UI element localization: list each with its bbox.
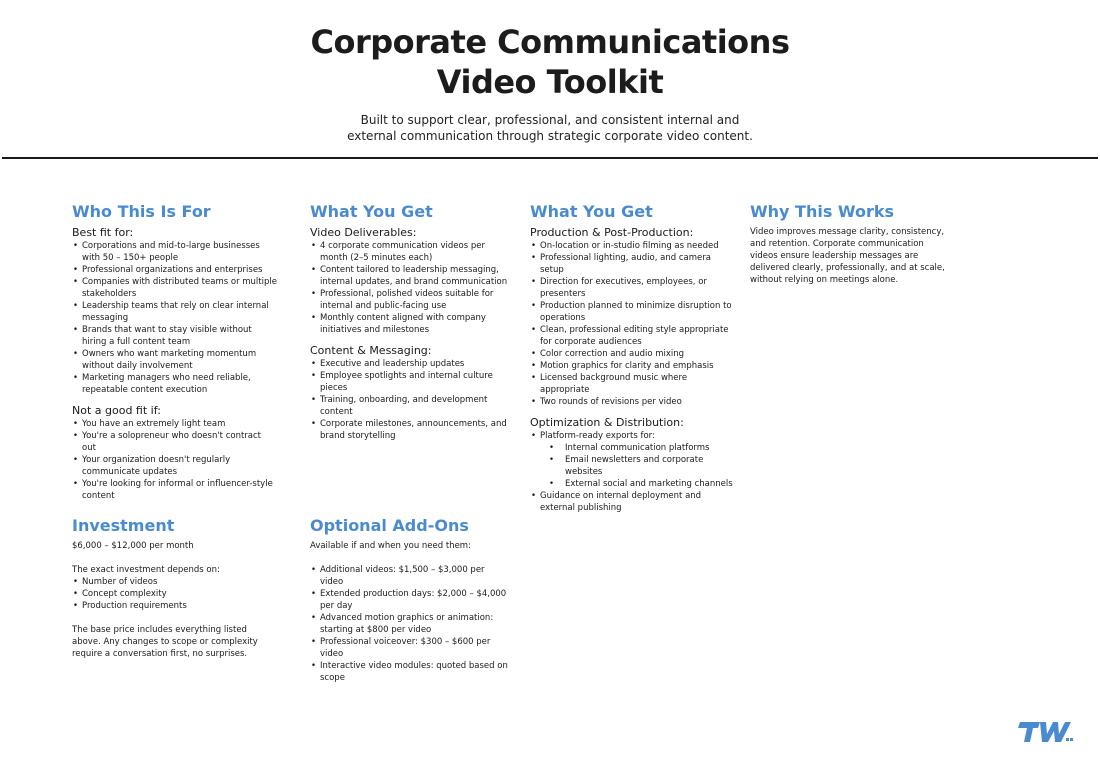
list-item: • Advanced motion graphics or animation: starting at $800 per video: [310, 612, 510, 636]
why-body: Video improves message clarity, consistency, and retention. Corporate communication videos ensure leadership messages are delivered clearly, professionally, and at scale, without relying on meetings alone.: [750, 227, 945, 285]
production-section: [530, 202, 735, 514]
investment-price: $6,000 – $12,000 per month: [72, 541, 194, 551]
list-item: • Companies with distributed teams or multiple stakeholders: [72, 276, 277, 300]
not-fit-list: [72, 418, 277, 502]
addons-title: Optional Add-Ons: [310, 516, 469, 535]
list-item: • Production requirements: [72, 600, 272, 612]
list-item: • You have an extremely light team: [72, 418, 277, 430]
why-section: [750, 202, 953, 286]
deliverables-label: Video Deliverables:: [310, 226, 417, 239]
list-item: • Executive and leadership updates: [310, 358, 510, 370]
subtitle-line-2: external communication through strategic corporate video content.: [347, 129, 753, 143]
list-item: • Professional voiceover: $300 – $600 per video: [310, 636, 510, 660]
list-item: • Interactive video modules: quoted based on scope: [310, 660, 510, 684]
addons-intro: Available if and when you need them:: [310, 541, 471, 551]
page-title-line-1: Corporate Communications: [310, 23, 790, 61]
list-item: • Professional organizations and enterprises: [72, 264, 277, 276]
list-item: • Your organization doesn't regularly communicate updates: [72, 454, 277, 478]
distribution-list: [530, 430, 735, 442]
list-item: • Concept complexity: [72, 588, 272, 600]
not-fit-label: Not a good fit if:: [72, 404, 161, 417]
list-item: • On-location or in-studio filming as needed: [530, 240, 735, 252]
get2-title: What You Get: [530, 202, 653, 221]
production-label: Production & Post-Production:: [530, 226, 694, 239]
list-item: • Internal communication platforms: [530, 442, 735, 454]
list-item: • Number of videos: [72, 576, 272, 588]
list-item: • Two rounds of revisions per video: [530, 396, 735, 408]
page-title-line-2: Video Toolkit: [436, 63, 664, 101]
list-item: • Corporate milestones, announcements, and brand storytelling: [310, 418, 510, 442]
best-fit-list: [72, 240, 277, 396]
list-item: • Guidance on internal deployment and external publishing: [530, 490, 735, 514]
header-divider: [2, 157, 1098, 159]
who-section: [72, 202, 277, 502]
investment-title: Investment: [72, 516, 175, 535]
addons-list: [310, 564, 510, 684]
list-item: • Professional lighting, audio, and camera setup: [530, 252, 735, 276]
get1-title: What You Get: [310, 202, 433, 221]
tw-logo-icon: [1018, 720, 1076, 746]
distribution-label: Optimization & Distribution:: [530, 416, 684, 429]
depends-label: The exact investment depends on:: [72, 565, 220, 575]
list-item: • Training, onboarding, and development content: [310, 394, 510, 418]
factors-list: [72, 576, 272, 612]
list-item: • You're a solopreneur who doesn't contract out: [72, 430, 277, 454]
list-item: • Production planned to minimize disruption to operations: [530, 300, 735, 324]
list-item: • Leadership teams that rely on clear internal messaging: [72, 300, 277, 324]
exports-list: [530, 442, 735, 490]
list-item: • External social and marketing channels: [530, 478, 735, 490]
investment-section: [72, 516, 272, 660]
list-item: • Professional, polished videos suitable for internal and public-facing use: [310, 288, 510, 312]
list-item: • You're looking for informal or influencer-style content: [72, 478, 277, 502]
content-list: [310, 358, 510, 442]
list-item: • Additional videos: $1,500 – $3,000 per video: [310, 564, 510, 588]
list-item: • Owners who want marketing momentum without daily involvement: [72, 348, 277, 372]
list-item: • Brands that want to stay visible without hiring a full content team: [72, 324, 277, 348]
subtitle-line-1: Built to support clear, professional, and consistent internal and: [360, 113, 740, 127]
list-item: • Email newsletters and corporate websites: [530, 454, 735, 478]
list-item: • Content tailored to leadership messaging, internal updates, and brand communication: [310, 264, 510, 288]
investment-note: The base price includes everything listed above. Any changes to scope or complexity require a conversation first, no surprises.: [72, 625, 258, 659]
list-item: • Direction for executives, employees, or presenters: [530, 276, 735, 300]
why-title: Why This Works: [750, 202, 895, 221]
page-header: [0, 22, 1100, 144]
deliverables-section: [310, 202, 510, 442]
list-item: • Licensed background music where appropriate: [530, 372, 735, 396]
guidance-list: [530, 490, 735, 514]
content-label: Content & Messaging:: [310, 344, 432, 357]
list-item: • Extended production days: $2,000 – $4,000 per day: [310, 588, 510, 612]
who-title: Who This Is For: [72, 202, 211, 221]
addons-section: [310, 516, 510, 684]
list-item: • Motion graphics for clarity and emphasis: [530, 360, 735, 372]
production-list: [530, 240, 735, 408]
tw-logo-svg: [1018, 720, 1076, 746]
list-item: • Marketing managers who need reliable, repeatable content execution: [72, 372, 277, 396]
deliverables-list: [310, 240, 510, 336]
page-subtitle: [0, 112, 1100, 144]
best-fit-label: Best fit for:: [72, 226, 134, 239]
list-item: • 4 corporate communication videos per month (2–5 minutes each): [310, 240, 510, 264]
list-item: • Platform-ready exports for:: [530, 430, 735, 442]
list-item: • Monthly content aligned with company initiatives and milestones: [310, 312, 510, 336]
list-item: • Corporations and mid-to-large businesses with 50 – 150+ people: [72, 240, 277, 264]
list-item: • Color correction and audio mixing: [530, 348, 735, 360]
list-item: • Clean, professional editing style appropriate for corporate audiences: [530, 324, 735, 348]
list-item: • Employee spotlights and internal culture pieces: [310, 370, 510, 394]
